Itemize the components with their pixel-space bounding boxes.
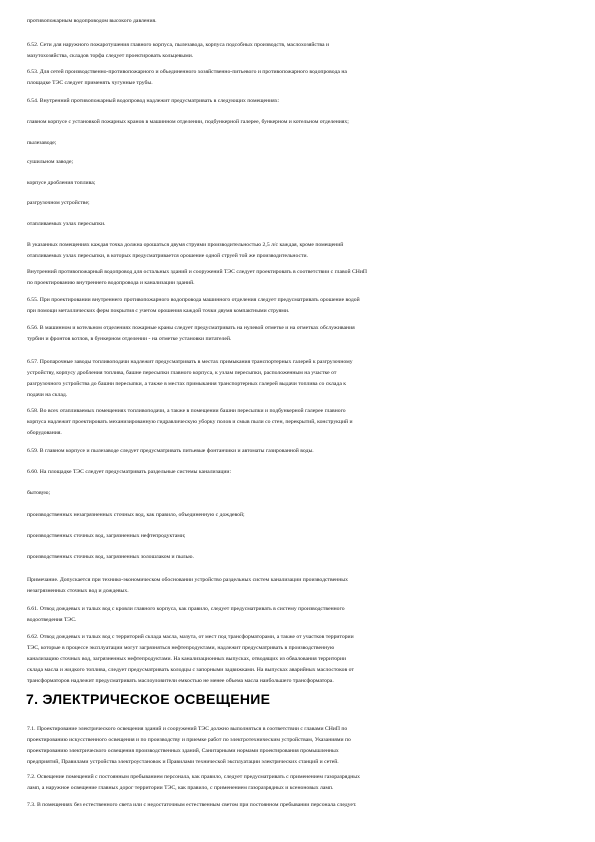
- text-line: по проектированию внутреннего водопровода и канализации зданий.: [27, 280, 195, 286]
- text-line: разгрузочном устройстве;: [27, 200, 90, 206]
- text-line: Внутренний противопожарный водопровод для остальных зданий и сооружений ТЭС следует проектировать в соответствии с главой СНиП: [27, 269, 368, 275]
- paragraph: [27, 178, 565, 189]
- text-line: разгрузочного устройства до башни пересыпки, а также в местах примыкания транспортерных галерей выдачи топлива со склада к: [27, 381, 347, 387]
- section-heading: 7. ЭЛЕКТРИЧЕСКОЕ ОСВЕЩЕНИЕ: [26, 691, 271, 707]
- paragraph: [27, 800, 565, 811]
- text-line: производственных сточных вод, загрязненных золошлаком и пылью.: [27, 554, 194, 560]
- text-line: незагрязненных сточных вод и дождевых.: [27, 588, 129, 594]
- text-line: трансформаторов надлежит предусматривать маслоуловители емкостью не менее объема масла наибольшего трансформатора.: [27, 678, 334, 684]
- paragraph: [27, 96, 565, 107]
- text-line: 6.52. Сети для наружного пожаротушения главного корпуса, пылезавода, корпуса подсобных производств, маслохозяйства и: [27, 42, 329, 48]
- paragraph: [27, 406, 565, 439]
- text-line: 6.60. На площадке ТЭС следует предусматривать раздельные системы канализации:: [27, 469, 232, 475]
- paragraph: [27, 772, 565, 794]
- text-line: предприятий, Правилами устройства электроустановок и Правилами технической эксплуатации электрических станций и сетей.: [27, 759, 339, 765]
- text-line: 6.53. Для сетей производственно-противопожарного и объединенного хозяйственно-питьевого и противопожарного водопровода на: [27, 69, 347, 75]
- paragraph: [27, 138, 565, 149]
- paragraph: [27, 604, 565, 626]
- text-line: Примечание. Допускается при технико-экономическом обосновании устройство раздельных систем канализации производственных: [27, 577, 348, 583]
- text-line: 6.55. При проектировании внутреннего противопожарного водопровода машинного отделения следует предусматривать орошение водой: [27, 297, 360, 303]
- paragraph: [27, 267, 565, 289]
- paragraph: [27, 632, 565, 687]
- text-line: 6.61. Отвод дождевых и талых вод с кровли главного корпуса, как правило, следует предусматривать в систему производственного: [27, 606, 345, 612]
- paragraph: [27, 16, 565, 27]
- paragraph: [27, 446, 565, 457]
- text-line: сушильном заводе;: [27, 159, 74, 165]
- text-line: 6.56. В машинном и котельном отделениях пожарные краны следует предусматривать на нулевой отметке и на отметках обслуживания: [27, 325, 355, 331]
- text-line: главном корпусе с установкой пожарных кранов в машинном отделении, подбункерной галерее, бункерном и котельном отделениях;: [27, 119, 349, 125]
- paragraph: [27, 724, 565, 768]
- text-line: площадке ТЭС следует применять чугунные трубы.: [27, 80, 153, 86]
- text-line: проектированию электрического освещения производственных зданий, Санитарными нормами проектирования промышленных: [27, 748, 339, 754]
- text-line: производственных сточных вод, загрязненных нефтепродуктами;: [27, 533, 186, 539]
- paragraph: [27, 552, 565, 563]
- paragraph: [27, 240, 565, 262]
- text-line: 7.3. В помещениях без естественного света или с недостаточным естественным светом при постоянном пребывании персонала следует.: [27, 802, 357, 808]
- text-line: 6.57. Пропарочные заводы топливоподачи надлежит предусматривать в местах примыкания транспортерных галерей к разгрузочному: [27, 359, 353, 365]
- paragraph: [27, 467, 565, 478]
- text-line: устройству, корпусу дробления топлива, башне пересыпки главного корпуса, к узлам пересыпки, расположенным на участке от: [27, 370, 337, 376]
- text-line: отапливаемых узлах пересыпки, в которых предусматривается орошение одной струей той же производительности.: [27, 253, 308, 259]
- text-line: 7.2. Освещение помещений с постоянным пребыванием персонала, как правило, следует предусматривать с применением газоразрядных: [27, 774, 360, 780]
- text-line: мазутохозяйства, складов торфа следует проектировать кольцевыми.: [27, 53, 194, 59]
- text-line: оборудования.: [27, 430, 62, 436]
- paragraph: [27, 198, 565, 209]
- text-line: ламп, а наружное освещение главных дорог территории ТЭС, как правило, с применением газоразрядных и ксеноновых ламп.: [27, 785, 334, 791]
- text-line: производственных незагрязненных сточных вод, как правило, объединенную с дождевой;: [27, 512, 245, 518]
- text-line: 6.62. Отвод дождевых и талых вод с территорий склада масла, мазута, от мест под трансформаторами, а также от участков территории: [27, 634, 354, 640]
- text-line: канализацию сточных вод, загрязненных нефтепродуктами. На канализационных выпусках, отводящих из обвалования территории: [27, 656, 347, 662]
- text-line: бытовую;: [27, 490, 51, 496]
- text-line: водоотведения ТЭС.: [27, 617, 77, 623]
- text-line: подачи на склад.: [27, 392, 68, 398]
- text-line: 7.1. Проектирование электрического освещения зданий и сооружений ТЭС должно выполняться в соответствии с главами СНиП по: [27, 726, 348, 732]
- paragraph: [27, 575, 565, 597]
- paragraph: [27, 219, 565, 230]
- text-line: пылезаводе;: [27, 140, 57, 146]
- paragraph: [27, 510, 565, 521]
- paragraph: [27, 488, 565, 499]
- text-line: 6.58. Во всех отапливаемых помещениях топливоподачи, а также в помещении башни пересыпки и подбункерной галерее главного: [27, 408, 346, 414]
- text-line: корпусе дробления топлива;: [27, 180, 96, 186]
- text-line: корпуса надлежит проектировать механизированную гидравлическую уборку полов и смыв пыли со стен, перекрытий, конструкций и: [27, 419, 353, 425]
- text-line: склада масла и жидкого топлива, следует предусматривать колодцы с запорными задвижками. На выпусках аварийных маслостоков от: [27, 667, 354, 673]
- text-line: отапливаемых узлах пересыпки.: [27, 221, 106, 227]
- paragraph: [27, 295, 565, 317]
- text-line: при помощи металлических ферм покрытия с учетом орошения каждой точки двумя компактными струями.: [27, 308, 290, 314]
- paragraph: [27, 40, 565, 62]
- paragraph: [27, 323, 565, 345]
- paragraph: [27, 531, 565, 542]
- text-line: ТЭС, которые в процессе эксплуатации могут загрязняться нефтепродуктами, надлежит предусматривать в производственную: [27, 645, 335, 651]
- text-line: 6.54. Внутренний противопожарный водопровод надлежит предусматривать в следующих помещениях:: [27, 98, 280, 104]
- paragraph: [27, 67, 565, 89]
- text-line: 6.59. В главном корпусе и пылезаводе следует предусматривать питьевые фонтанчики и автоматы газированной воды.: [27, 448, 314, 454]
- text-line: проектированию искусственного освещения и по производству и приемке работ по электротехническим устройствам, Указаниями по: [27, 737, 351, 743]
- paragraph: [27, 157, 565, 168]
- paragraph: [27, 357, 565, 401]
- text-line: противопожарным водопроводом высокого давления.: [27, 18, 157, 24]
- paragraph: [27, 117, 565, 128]
- text-line: В указанных помещениях каждая точка должна орошаться двумя струями производительностью 2,5 л/с каждая, кроме помещений: [27, 242, 344, 248]
- text-line: турбин и фронтов котлов, в бункерном отделении - на отметке установки питателей.: [27, 336, 232, 342]
